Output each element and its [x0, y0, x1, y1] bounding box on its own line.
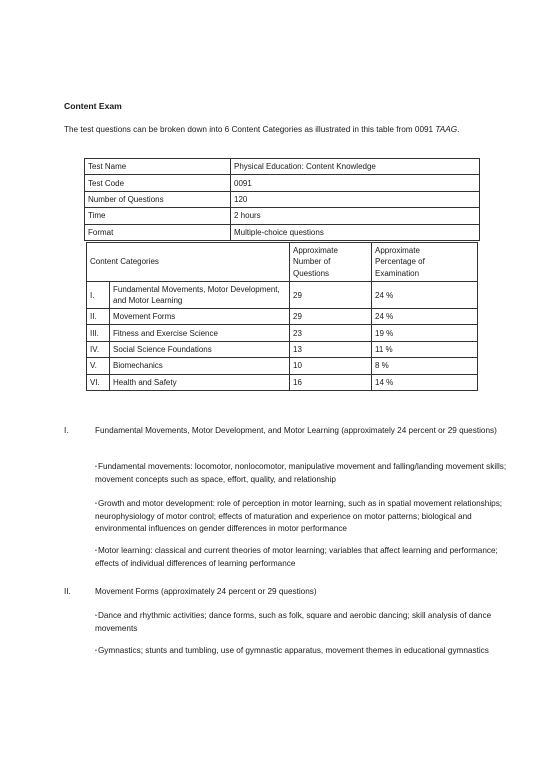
list-item: •Motor learning: classical and current theories of motor learning; variables that affect learning and performance; effects of individual differences of learning performance: [95, 546, 498, 568]
bullet-icon: •: [95, 464, 97, 470]
list-item: •Growth and motor development: role of perception in motor learning, such as in spatial movement relationships; neurophysiology of motor control; effects of maturation and experience on motor patterns; biological and environmental influences on gender differences in motor performance: [95, 499, 503, 533]
list-item: •Dance and rhythmic activities; dance forms, such as folk, square and aerobic dancing; skill analysis of dance movements: [95, 611, 492, 633]
intro-text: The test questions can be broken down into 6 Content Categories as illustrated in this table from 0091: [64, 125, 434, 134]
list-item: •Fundamental movements: locomotor, nonlocomotor, manipulative movement and falling/landing movement skills; movement concepts such as space, effort, quality, and relationship: [95, 462, 507, 484]
table-row: Test Name Physical Education: Content Knowledge: [85, 159, 480, 175]
table-header-row: [87, 243, 478, 282]
intro-paragraph: [64, 124, 484, 137]
table-row: VI. Health and Safety 16 14 %: [87, 374, 478, 390]
table-row: II. Movement Forms 29 24 %: [87, 309, 478, 325]
bullet-icon: •: [95, 548, 97, 554]
table-row: Test Code 0091: [85, 175, 480, 191]
table-row: IV. Social Science Foundations 13 11 %: [87, 341, 478, 357]
table-row: Number of Questions 120: [85, 191, 480, 207]
header-content-categories: Content Categories: [87, 243, 290, 282]
content-categories-table: [86, 242, 478, 391]
table-row: I. Fundamental Movements, Motor Development, and Motor Learning 29 24 %: [87, 282, 478, 309]
bullet-icon: •: [95, 648, 97, 654]
test-info-table: [84, 158, 480, 241]
header-percentage: Approximate Percentage of Examination: [372, 243, 478, 282]
intro-italic: TAAG: [435, 125, 458, 134]
section-heading: Content Exam: [64, 101, 122, 111]
list-item: •Gymnastics; stunts and tumbling, use of gymnastic apparatus, movement themes in educational gymnastics: [95, 646, 489, 655]
table-row: III. Fitness and Exercise Science 23 19 %: [87, 325, 478, 341]
bullet-icon: •: [95, 613, 97, 619]
table-row: V. Biomechanics 10 8 %: [87, 358, 478, 374]
table-row: Format Multiple-choice questions: [85, 224, 480, 240]
document-page: Content Exam The test questions can be broken down into 6 Content Categories as illustrated in this table from 0091 TAAG. Test Name Physical Education: Content Knowledge Test Code 0091 Number of Questions 120 Time 2 hours Format Multiple-choice questions Content Categories Approximate Number of Questions Approximate Percentage of Examination I. Fundamental Movements, Motor Development, and Motor Learning 29 24 % II. Movement Forms 29 24 % III. Fitness and Exercise Science 23 19 % IV. Social Science Foundations 13 11 % V. Biomechanics 10 8 % VI. Health and Safety 16 14 % I. Fundamental Movements, Motor Development, and Motor Learning (approximately 24 percent or 29 questions) •Fundamental movements: locomotor, nonlocomotor, manipulative movement and falling/landing movement skills; movement concepts such as space, effort, quality, and relationship •Growth and motor development: role of perception in motor learning, such as in spatial movement relationships; neurophysiology of motor control; effects of maturation and experience on motor patterns; biological and environmental influences on gender differences in motor performance •Motor learning: classical and current theories of motor learning; variables that affect learning and performance; effects of individual differences of learning performance II. Movement Forms (approximately 24 percent or 29 questions) •Dance and rhythmic activities; dance forms, such as folk, square and aerobic dancing; skill analysis of dance movements •Gymnastics; stunts and tumbling, use of gymnastic apparatus, movement themes in educational gymnastics: [0, 0, 550, 777]
table-row: Time 2 hours: [85, 208, 480, 224]
header-questions: Approximate Number of Questions: [290, 243, 372, 282]
bullet-icon: •: [95, 501, 97, 507]
intro-end: .: [457, 125, 460, 134]
